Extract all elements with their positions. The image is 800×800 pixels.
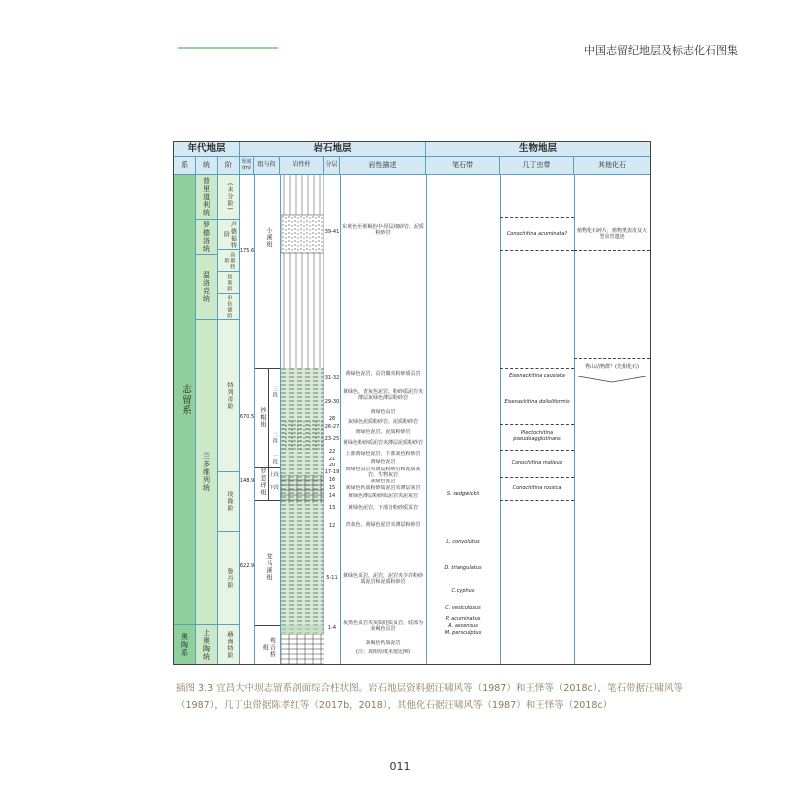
running-title: 中国志留纪地层及标志化石图集 xyxy=(584,44,738,57)
col-formation: 组与段 xyxy=(254,157,280,175)
description-text: 黄绿色泥岩，下部含粉砂质页岩 xyxy=(347,505,418,512)
chitinozoan-zone: Conochitina acuminata? xyxy=(506,231,568,238)
layer-label: 22 xyxy=(328,449,336,456)
zone-line xyxy=(500,477,574,479)
guanyinqiao-lithology xyxy=(281,634,324,664)
header-litho: 岩石地层 xyxy=(240,142,426,157)
col-graptolite: 笔石带 xyxy=(426,157,500,175)
layer-label: 29-30 xyxy=(324,399,340,406)
layer-label: 13 xyxy=(328,505,336,512)
col-other: 其他化石 xyxy=(574,157,650,175)
description-text: 黄绿色泥岩、页岩偶夹粉砂质页岩 xyxy=(345,371,421,378)
graptolite-zone: M. persculptus xyxy=(444,630,482,637)
description-text: 灰绿色钙质粉砂质泥岩夹薄层灰岩 xyxy=(345,485,421,492)
layer-label: 23-25 xyxy=(324,436,340,443)
layer-label: 20 xyxy=(328,463,336,469)
layer-label: 5-11 xyxy=(326,575,338,582)
col-series: 统 xyxy=(196,157,218,175)
col-layer: 分层 xyxy=(324,157,340,175)
graptolite-zone: C. vesiculosus xyxy=(445,605,481,612)
stage-hirnantian: 赫南特阶 xyxy=(218,625,240,664)
header-rule xyxy=(178,47,278,49)
member-3: 三段 xyxy=(271,386,278,398)
description-text: 黄绿色、青灰色泥岩、粉砂质泥岩夹薄层灰绿色薄层粉砂岩 xyxy=(342,389,423,401)
lithology-column xyxy=(281,175,324,664)
member-2: 二段 xyxy=(271,432,278,444)
layer-label: 21 xyxy=(328,457,336,463)
description-text: 灰绿色泥质粉砂岩、泥质粉砂岩 xyxy=(347,419,418,426)
header-age: 年代地层 xyxy=(174,142,240,157)
chitinozoan-zone: Plectochitina pseudoagglutinans xyxy=(513,430,561,442)
layer-label: 17-19 xyxy=(324,469,340,476)
series-pridoli: 普里道利统 xyxy=(196,175,218,220)
graptolite-zone: S. sedgwickii xyxy=(446,491,480,498)
layer-label: 39-41 xyxy=(324,229,340,236)
series-llandovery: 兰多维列统 xyxy=(196,320,218,625)
figure-caption: 插图 3.3 宜昌大中坝志留系剖面综合柱状图。岩石地层资料据汪啸风等（1987）和王怿等（2018c），笔石带据汪啸风等（1987），几丁虫带据陈孝红等（2017b，2018），其他化石据汪啸风等（1987）和王怿等（2018c） xyxy=(176,683,683,711)
description-text: 灰绿色泥岩 xyxy=(370,479,396,485)
formation-guanyinqiao: 观音桥组 xyxy=(261,636,276,658)
graptolite-zone: A. ascensus xyxy=(448,623,478,630)
formation-xiaoxi: 小溪组 xyxy=(264,226,272,248)
description-text: 青灰色、黄绿色泥岩夹薄层粉砂岩 xyxy=(345,522,421,529)
series-upper-ordovician: 上奥陶统 xyxy=(196,625,218,664)
formation-shamao: 纱帽组 xyxy=(258,406,266,428)
member-upper: 上段 xyxy=(268,472,279,479)
col-description: 岩性描述 xyxy=(340,157,426,175)
zone-line xyxy=(574,250,650,252)
description-text: 黄绿色页岩夹薄层粉砂岩和泥质灰岩、生物灰岩 xyxy=(345,467,421,478)
stage-rhuddanian: 鲁丹阶 xyxy=(218,532,240,625)
range-arrow xyxy=(574,376,650,384)
description-text: 黄绿色粉砂质泥岩夹薄层泥质粉砂岩 xyxy=(342,440,423,447)
thickness-luoreping: 148.9 xyxy=(240,478,254,485)
description-text: 灰褐色钙质泥岩 xyxy=(365,640,401,647)
description-text: 上部黄绿色泥岩，下部灰色粉砂岩 xyxy=(345,451,421,458)
stage-aeronian: 埃隆阶 xyxy=(218,472,240,532)
header-bio: 生物地层 xyxy=(426,142,650,157)
stage-sheinwoodian: 申伍德阶 xyxy=(218,294,240,320)
description-text: (注：该组厚度未按比例) xyxy=(356,649,410,656)
member-1: 一段 xyxy=(271,453,278,465)
stratigraphic-figure xyxy=(173,141,651,665)
col-stage: 阶 xyxy=(218,157,240,175)
layer-label: 15 xyxy=(328,485,336,492)
description-text: 东黄色至黄褐色中-厚层细砂岩、泥质粉砂岩 xyxy=(342,224,424,236)
stage-unnamed: (未分阶) xyxy=(218,175,240,220)
thickness-longmaxi: 622.9 xyxy=(240,563,254,570)
other-fossil: 秀山动物群？(先相化石) xyxy=(585,364,639,371)
zone-line xyxy=(500,217,574,219)
zone-line xyxy=(500,500,574,502)
description-text: 黄绿色薄层粉砂质泥岩夹泥灰岩 xyxy=(347,493,418,500)
formation-divider-4 xyxy=(255,625,280,626)
col-chitinozoan: 几丁虫带 xyxy=(500,157,574,175)
page-number: 011 xyxy=(389,760,411,773)
system-ordovician: 奥陶系 xyxy=(174,625,196,664)
system-silurian: 志留系 xyxy=(174,175,196,625)
graptolite-zone: P. acuminatus xyxy=(445,616,481,623)
col-thickness: 厚度(m) xyxy=(240,157,254,175)
description-text: 黄绿色泥岩 xyxy=(370,459,396,466)
thickness-xiaoxi: 175.6 xyxy=(240,248,254,255)
stage-telychian: 特列奇阶 xyxy=(218,320,240,472)
zone-line xyxy=(500,450,574,452)
layer-label: 14 xyxy=(328,493,336,500)
formation-luoreping: 罗惹坪组 xyxy=(258,468,266,496)
graptolite-zone: L. convolutus xyxy=(446,539,480,546)
chitinozoan-zone: Conochitina rossica xyxy=(512,485,562,492)
stage-ludfordian: 卢德福特阶 xyxy=(218,220,240,250)
member-lower: 下段 xyxy=(268,485,279,492)
chitinozoan-zone: Conochitina malleus xyxy=(511,460,563,467)
zone-line xyxy=(500,424,574,426)
stage-homerian: 侯墨阶 xyxy=(218,272,240,294)
description-text: 黄绿色页岩 xyxy=(370,409,396,416)
description-text: 黄绿色页岩、泥岩，泥岩夹少许粉砂质泥岩和泥质粉砂岩 xyxy=(342,573,423,585)
chitinozoan-zone: Eisenackitina causiata xyxy=(509,373,565,380)
graptolite-zone: C.cyphus xyxy=(451,588,475,595)
thickness-shamao: 670.5 xyxy=(240,414,254,421)
description-text: 灰黑色页岩夹炭质硅质页岩，底部为灰褐色页岩 xyxy=(342,620,423,632)
chitinozoan-column xyxy=(500,175,575,664)
layer-label: 12 xyxy=(328,523,336,530)
formation-divider-3 xyxy=(255,500,280,501)
col-column: 岩性柱 xyxy=(280,157,324,175)
chitinozoan-zone: Eisenackitina dolioliformis xyxy=(504,399,570,406)
graptolite-zone: D. triangulatus xyxy=(444,565,482,572)
layer-label: 1-4 xyxy=(327,625,337,632)
col-system: 系 xyxy=(174,157,196,175)
formation-longmaxi: 龙马溪组 xyxy=(264,553,272,581)
stage-gorstian: 高斯特阶 xyxy=(218,250,240,272)
description-text: 黄绿色泥岩、泥质粉砂岩 xyxy=(355,429,411,436)
series-wenlock: 温洛克统 xyxy=(196,255,218,320)
series-ludlow: 罗德洛统 xyxy=(196,220,218,255)
layer-label: 16 xyxy=(328,477,336,484)
layer-label: 26-27 xyxy=(324,424,340,431)
other-fossil: 植物化石碎片，植物类表皮及大型虫管遗迹 xyxy=(576,228,647,240)
layer-label: 31-32 xyxy=(324,375,340,382)
zone-line xyxy=(500,250,574,252)
layer-label: 28 xyxy=(328,416,336,423)
